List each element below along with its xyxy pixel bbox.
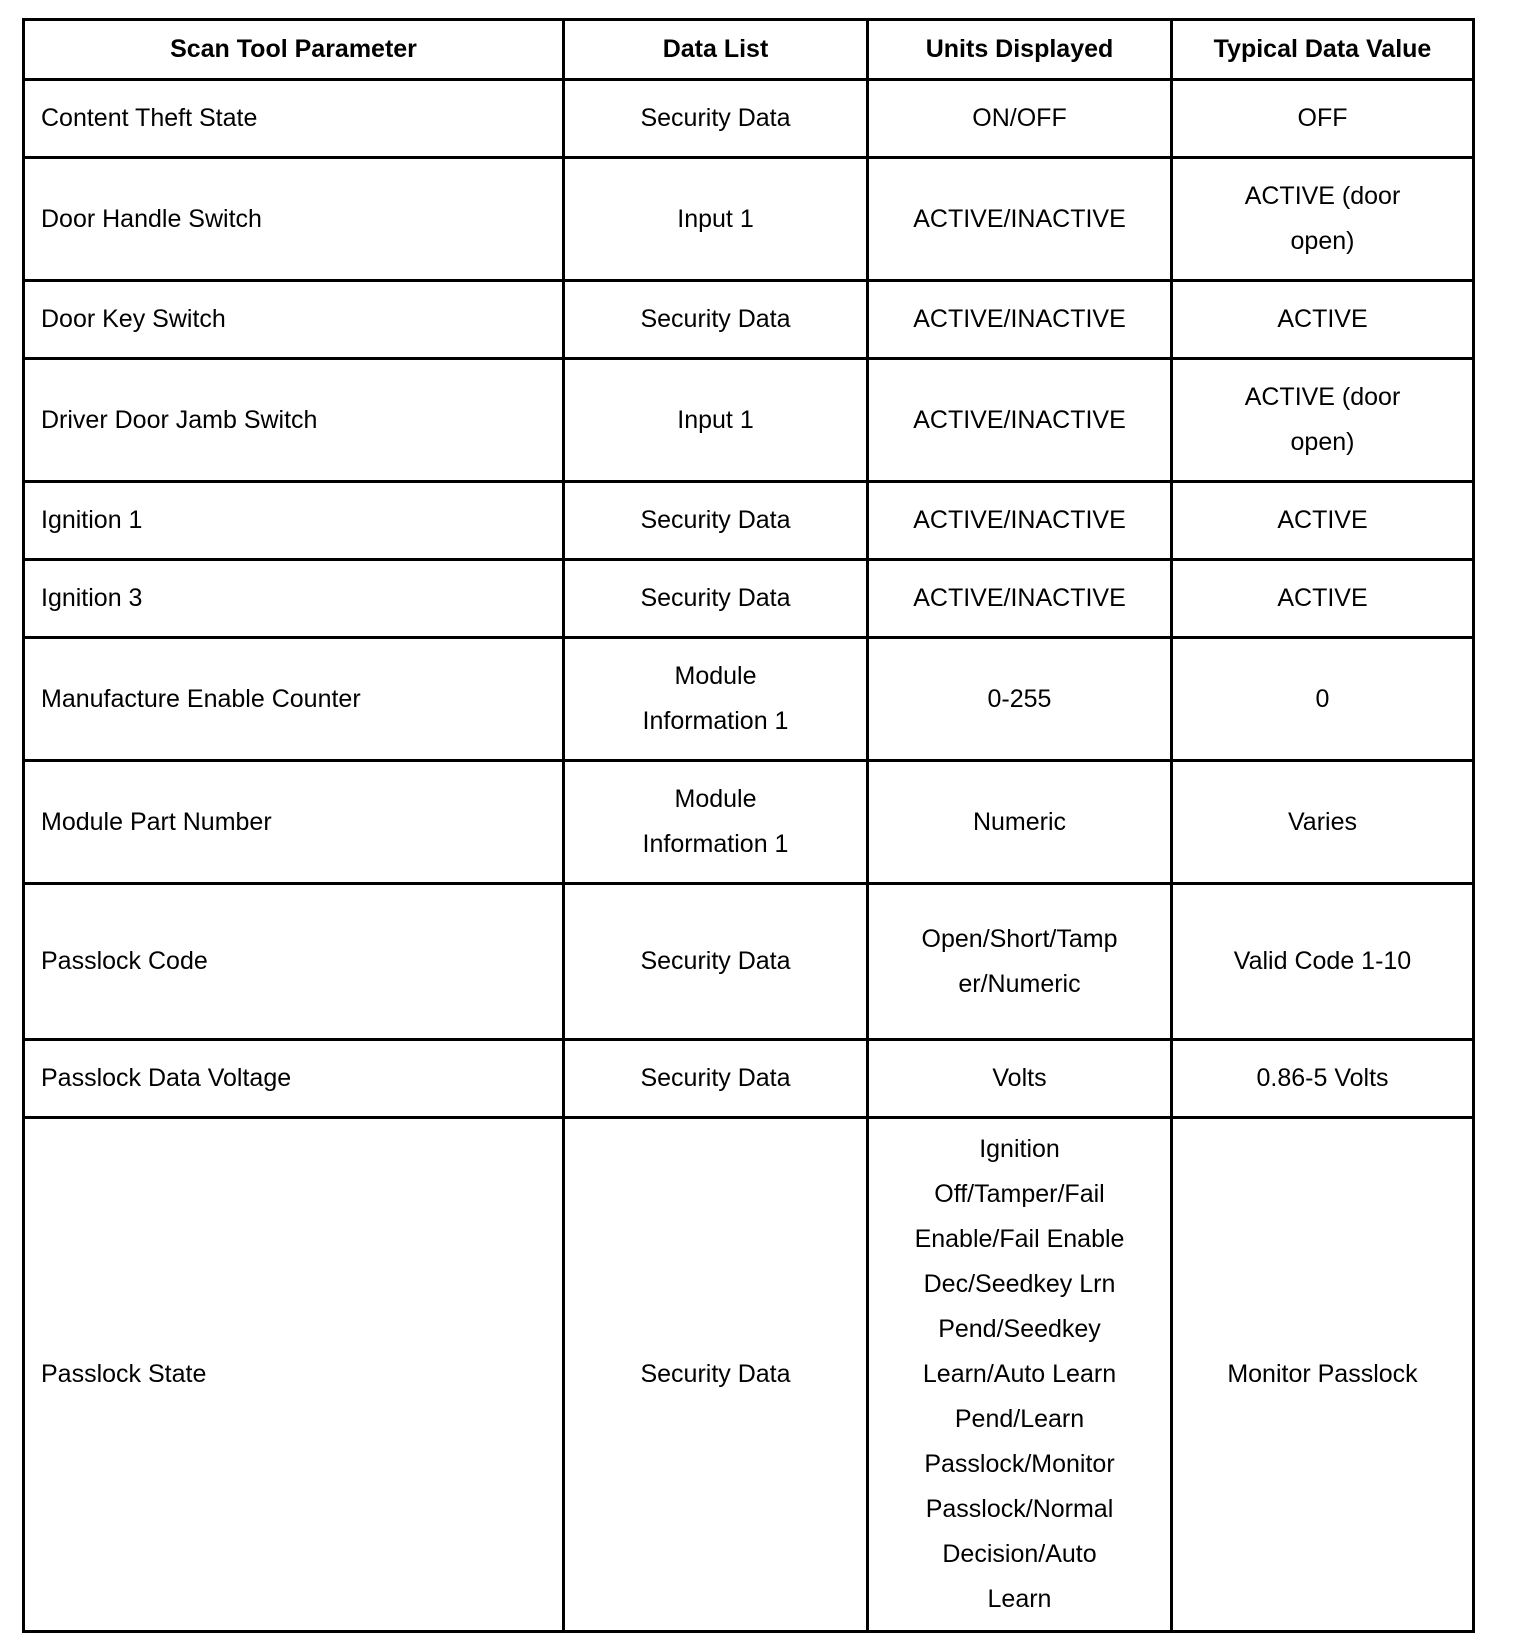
cell-typical-value: ACTIVE — [1172, 482, 1474, 560]
cell-data-list: Security Data — [564, 1118, 868, 1632]
table-row — [24, 281, 1474, 359]
cell-parameter: Passlock State — [24, 1118, 564, 1632]
table-row — [24, 1118, 1474, 1632]
cell-typical-value: ACTIVE (door open) — [1172, 158, 1474, 281]
cell-data-list: Security Data — [564, 884, 868, 1040]
cell-units: Volts — [868, 1040, 1172, 1118]
cell-units: 0-255 — [868, 638, 1172, 761]
cell-data-list: Input 1 — [564, 158, 868, 281]
cell-parameter: Content Theft State — [24, 80, 564, 158]
cell-units: ACTIVE/INACTIVE — [868, 158, 1172, 281]
table-row — [24, 560, 1474, 638]
scan-tool-data-table — [22, 18, 1475, 1633]
cell-units: ACTIVE/INACTIVE — [868, 281, 1172, 359]
cell-typical-value: ACTIVE — [1172, 560, 1474, 638]
cell-units: Open/Short/Tamp er/Numeric — [868, 884, 1172, 1040]
table-row — [24, 158, 1474, 281]
cell-parameter: Driver Door Jamb Switch — [24, 359, 564, 482]
cell-parameter: Door Key Switch — [24, 281, 564, 359]
cell-typical-value: ACTIVE — [1172, 281, 1474, 359]
cell-units: Ignition Off/Tamper/Fail Enable/Fail Enable Dec/Seedkey Lrn Pend/Seedkey Learn/Auto Learn Pend/Learn Passlock/Monitor Passlock/Normal Decision/Auto Learn — [868, 1118, 1172, 1632]
cell-parameter: Door Handle Switch — [24, 158, 564, 281]
header-data-list: Data List — [564, 20, 868, 80]
cell-data-list: Security Data — [564, 560, 868, 638]
header-scan-tool-parameter: Scan Tool Parameter — [24, 20, 564, 80]
cell-data-list: Module Information 1 — [564, 761, 868, 884]
cell-typical-value: OFF — [1172, 80, 1474, 158]
cell-parameter: Passlock Code — [24, 884, 564, 1040]
table-row — [24, 482, 1474, 560]
header-row — [24, 20, 1474, 80]
cell-data-list: Security Data — [564, 281, 868, 359]
cell-units: ACTIVE/INACTIVE — [868, 359, 1172, 482]
cell-units: ON/OFF — [868, 80, 1172, 158]
cell-units: ACTIVE/INACTIVE — [868, 560, 1172, 638]
cell-units: Numeric — [868, 761, 1172, 884]
cell-units: ACTIVE/INACTIVE — [868, 482, 1172, 560]
cell-typical-value: Monitor Passlock — [1172, 1118, 1474, 1632]
table-row — [24, 1040, 1474, 1118]
table-row — [24, 80, 1474, 158]
cell-parameter: Ignition 3 — [24, 560, 564, 638]
table-row — [24, 884, 1474, 1040]
cell-data-list: Security Data — [564, 1040, 868, 1118]
cell-data-list: Security Data — [564, 80, 868, 158]
cell-typical-value: Valid Code 1-10 — [1172, 884, 1474, 1040]
cell-parameter: Ignition 1 — [24, 482, 564, 560]
table-row — [24, 638, 1474, 761]
cell-typical-value: Varies — [1172, 761, 1474, 884]
table-row — [24, 761, 1474, 884]
cell-typical-value: 0.86-5 Volts — [1172, 1040, 1474, 1118]
cell-parameter: Passlock Data Voltage — [24, 1040, 564, 1118]
header-typical-data-value: Typical Data Value — [1172, 20, 1474, 80]
cell-parameter: Manufacture Enable Counter — [24, 638, 564, 761]
cell-typical-value: ACTIVE (door open) — [1172, 359, 1474, 482]
table-row — [24, 359, 1474, 482]
cell-data-list: Security Data — [564, 482, 868, 560]
cell-data-list: Module Information 1 — [564, 638, 868, 761]
cell-typical-value: 0 — [1172, 638, 1474, 761]
header-units-displayed: Units Displayed — [868, 20, 1172, 80]
cell-data-list: Input 1 — [564, 359, 868, 482]
cell-parameter: Module Part Number — [24, 761, 564, 884]
